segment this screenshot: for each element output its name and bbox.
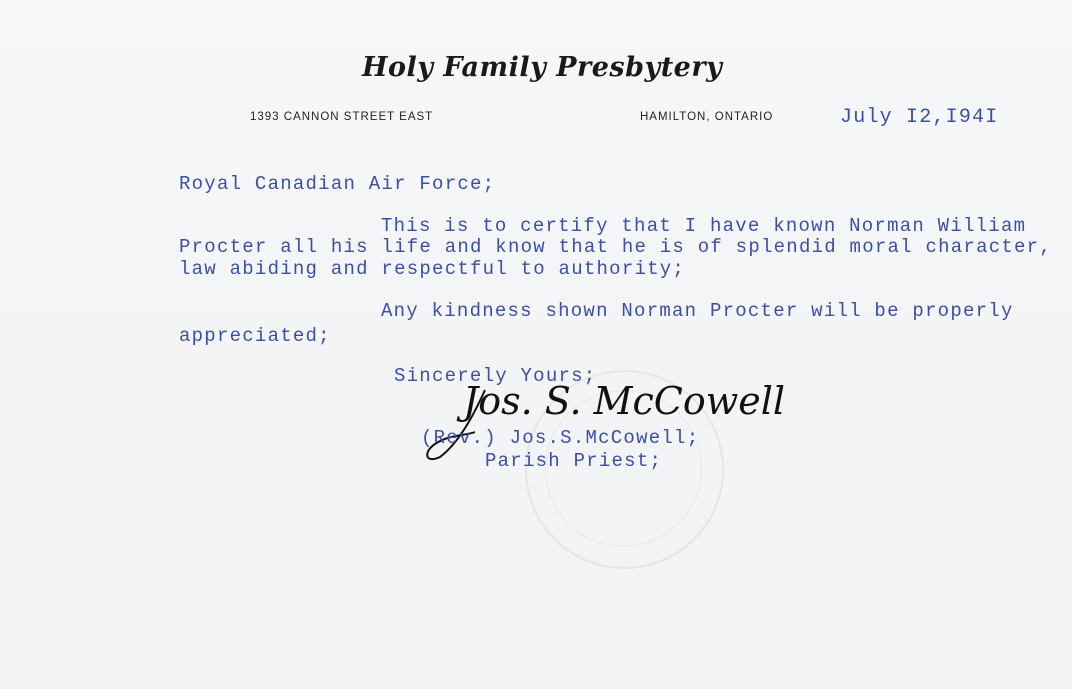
closing: Sincerely Yours; (394, 365, 597, 387)
body-line: Any kindness shown Norman Procter will be properly (381, 300, 1014, 322)
letterhead-address: 1393 CANNON STREET EAST (250, 111, 434, 123)
letterhead-city: HAMILTON, ONTARIO (640, 111, 774, 123)
signer-title: Parish Priest; (485, 450, 663, 472)
signer-name: (Rev.) Jos.S.McCowell; (421, 427, 700, 449)
body-line: law abiding and respectful to authority; (179, 258, 686, 280)
salutation: Royal Canadian Air Force; (179, 173, 496, 195)
signature-text: Jos. S. McCowell (463, 379, 786, 423)
letter-date: July I2,I94I (840, 106, 999, 129)
body-line: appreciated; (179, 325, 331, 347)
body-line: Procter all his life and know that he is of splendid moral character, (179, 236, 1052, 258)
body-line: This is to certify that I have known Norman William (381, 215, 1027, 237)
letterhead-title: Holy Family Presbytery (362, 52, 723, 83)
